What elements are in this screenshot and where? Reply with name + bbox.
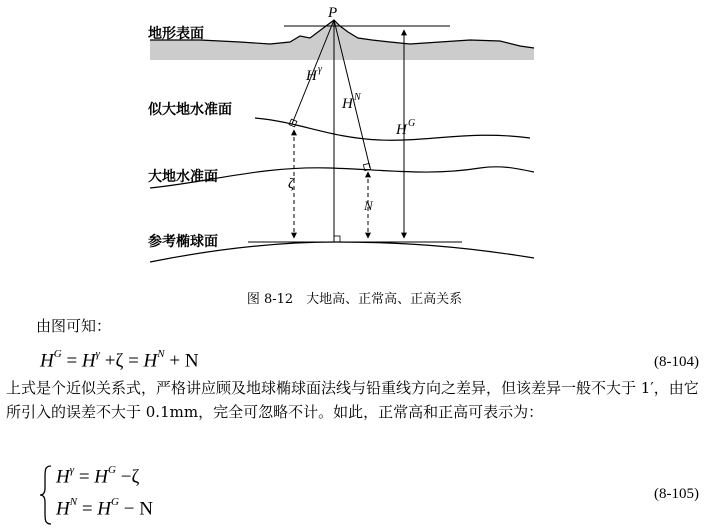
equation-number-8-105: (8-105) [654,486,699,502]
terrain-label: 地形表面 [148,26,204,42]
point-p-label: P [328,5,338,21]
h-n-sup: N [354,92,361,103]
h-gamma-symbol: H [306,68,317,84]
h-g-sup: G [408,118,416,129]
h-g-symbol: H [396,122,407,138]
equation-brace [38,464,54,526]
figure-caption: 图 8-12 大地高、正常高、正高关系 [246,292,463,307]
zeta-symbol: ζ [288,176,295,192]
body-paragraph: 上式是个近似关系式，严格讲应顾及地球椭球面法线与铅重线方向之差异，但该差异一般不大于 1′，由它所引入的误差不大于 0.1mm，完全可忽略不计。如此，正常高和正高可表示为： [6,379,699,421]
h-gamma-sup: γ [318,64,322,75]
quasigeoid-label: 似大地水准面 [148,102,232,118]
h-n-symbol: H [342,96,353,112]
equation-8-105-line1: $H^\gamma = H^G -\zeta$ [56,464,140,488]
equation-8-105-line2: $H^N = H^G - N$ [56,496,153,520]
right-angle-ellipsoid [334,236,340,242]
equation-8-104: $H^G = H^\gamma +\zeta = H^N + N$ [40,348,199,372]
equation-number-8-104: (8-104) [654,354,699,370]
n-symbol: N [364,198,373,213]
ellipsoid-label: 参考椭球面 [148,234,218,250]
geoid-label: 大地水准面 [148,169,218,185]
intro-text: 由图可知： [36,317,112,335]
